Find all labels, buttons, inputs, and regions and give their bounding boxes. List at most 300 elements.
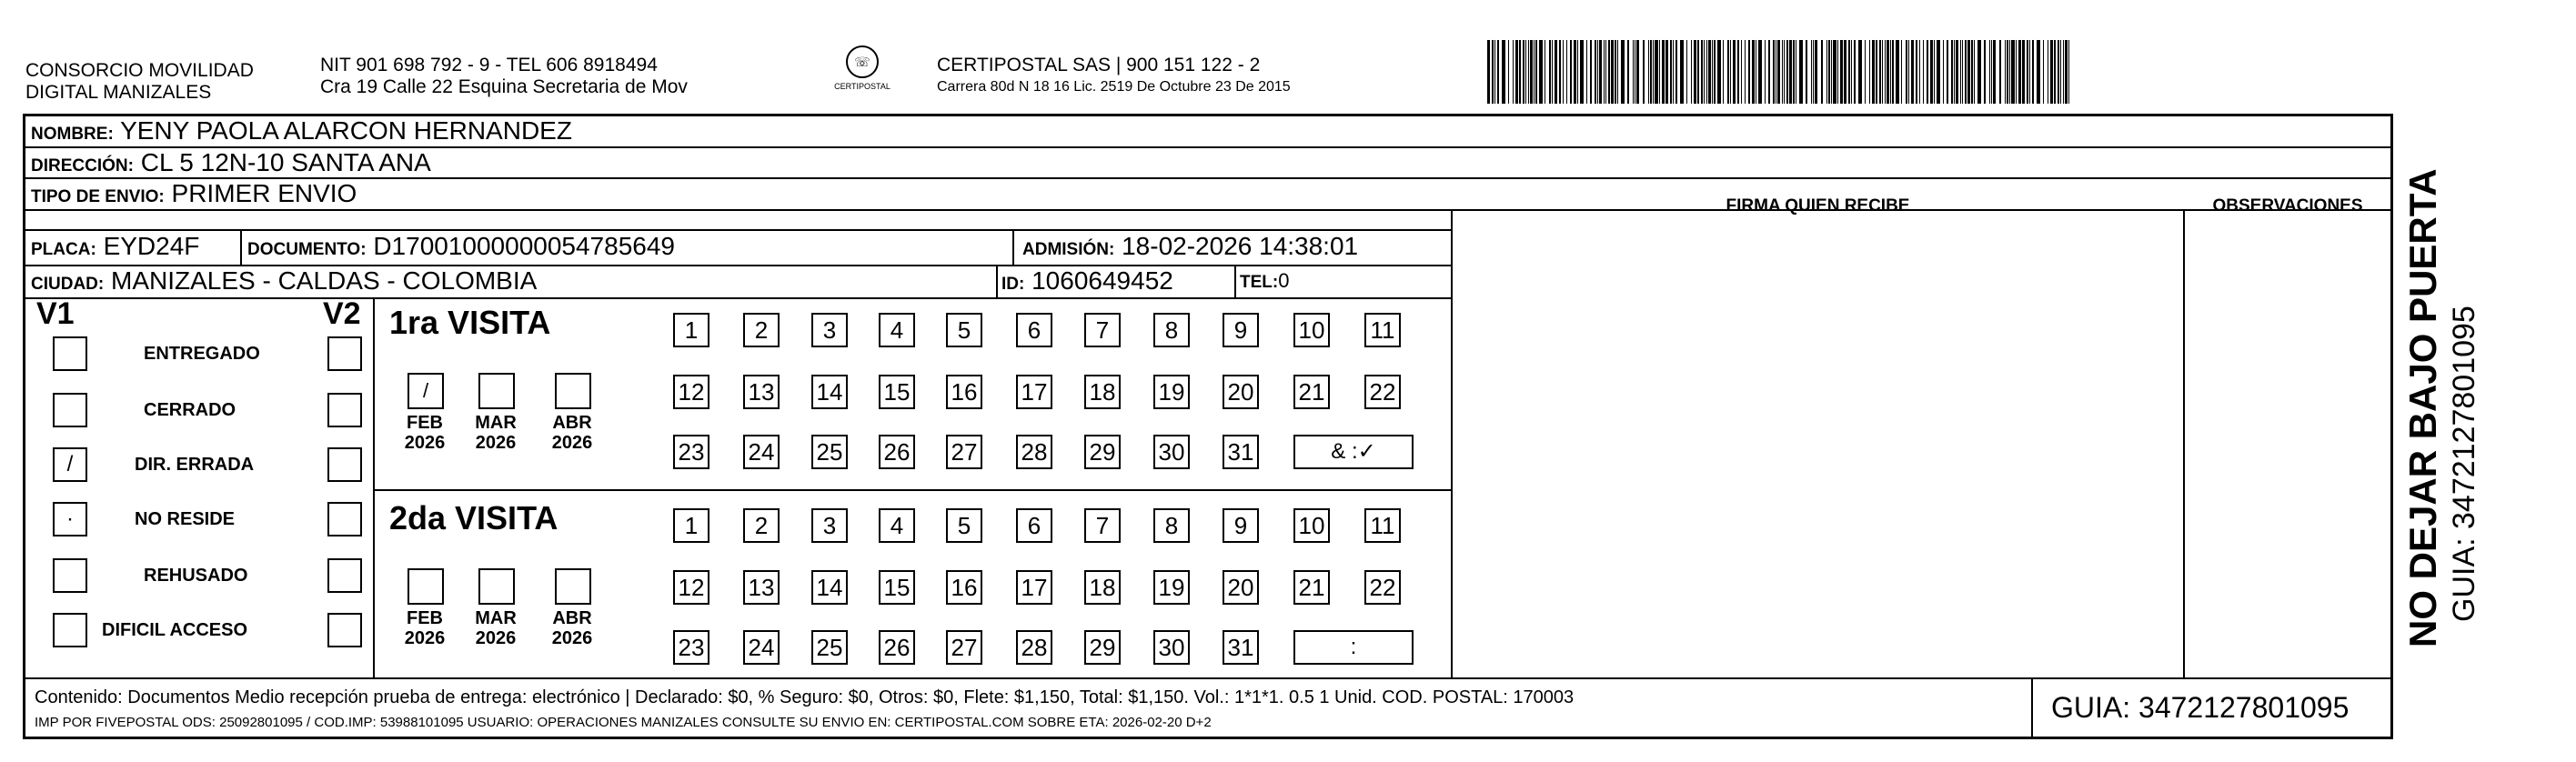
day-20-box[interactable]: 20 [1223, 570, 1259, 605]
day-2-box[interactable]: 2 [743, 508, 780, 543]
barcode-bar [1659, 40, 1660, 104]
month-checkbox[interactable] [555, 568, 591, 605]
ciudad-label: CIUDAD: [31, 275, 105, 294]
v1-checkbox[interactable] [53, 393, 87, 427]
tipo-envio-row [31, 179, 357, 212]
admision-cell [1022, 232, 1358, 265]
barcode-bar [1574, 40, 1576, 104]
barcode-bar [1636, 40, 1639, 104]
barcode-bar [2050, 40, 2053, 104]
barcode-bar [1854, 40, 1856, 104]
barcode-bar [1513, 40, 1514, 104]
barcode-bar [1534, 40, 1535, 104]
month-checkbox[interactable] [555, 373, 591, 409]
barcode-bar [1621, 40, 1625, 104]
barcode-bar [1984, 40, 1986, 104]
barcode-bar [1586, 40, 1587, 104]
print-details: IMP POR FIVEPOSTAL ODS: 25092801095 / COD.IMP: 53988101095 USUARIO: OPERACIONES MANIZALES CONSULTE SU ENVIO EN: CERTIPOSTAL.COM SOBRE ETA: 2026-02-20 D+2 [35, 715, 1212, 730]
barcode-bar [1965, 40, 1967, 104]
barcode-bar [1971, 40, 1973, 104]
status-label: DIR. ERRADA [135, 455, 255, 475]
day-10-box[interactable]: 10 [1293, 313, 1330, 347]
day-16-box[interactable]: 16 [946, 570, 982, 605]
barcode-bar [1991, 40, 1992, 104]
barcode-bar [2037, 40, 2040, 104]
barcode-bar [1633, 40, 1634, 104]
day-18-box[interactable]: 18 [1084, 375, 1121, 409]
placa-label: PLACA: [31, 240, 96, 259]
barcode-bar [1580, 40, 1584, 104]
barcode-bar [1789, 40, 1792, 104]
day-20-box[interactable]: 20 [1223, 375, 1259, 409]
day-8-box[interactable]: 8 [1153, 508, 1190, 543]
admision-value: 18-02-2026 14:38:01 [1122, 232, 1359, 260]
day-6-box[interactable]: 6 [1016, 313, 1052, 347]
barcode-bar [1851, 40, 1852, 104]
visit-title: 1ra VISITA [389, 304, 551, 341]
barcode-bar [1896, 40, 1899, 104]
status-label: CERRADO [144, 400, 236, 420]
barcode-bar [1908, 40, 1909, 104]
day-14-box[interactable]: 14 [811, 570, 848, 605]
month-checkbox[interactable] [478, 373, 515, 409]
barcode-bar [1828, 40, 1830, 104]
day-22-box[interactable]: 22 [1364, 570, 1401, 605]
day-21-box[interactable]: 21 [1293, 375, 1330, 409]
barcode-bar [1539, 40, 1543, 104]
day-23-box[interactable]: 23 [673, 435, 709, 469]
barcode-bar [1566, 40, 1567, 104]
day-17-box[interactable]: 17 [1016, 570, 1052, 605]
day-27-box[interactable]: 27 [946, 630, 982, 665]
v2-header: V2 [323, 296, 361, 331]
day-11-box[interactable]: 11 [1364, 313, 1401, 347]
divider [240, 229, 242, 265]
carrier-license: Carrera 80d N 18 16 Lic. 2519 De Octubre 23 De 2015 [937, 79, 1291, 95]
tel-cell [1240, 266, 1289, 297]
nombre-row [31, 116, 572, 149]
day-4-box[interactable]: 4 [879, 508, 915, 543]
barcode-bar [1590, 40, 1592, 104]
logo-caption: CERTIPOSTAL [834, 82, 891, 91]
barcode-bar [1680, 40, 1684, 104]
barcode-bar [1714, 40, 1716, 104]
ciudad-cell [31, 266, 537, 299]
day-15-box[interactable]: 15 [879, 375, 915, 409]
day-17-box[interactable]: 17 [1016, 375, 1052, 409]
day-27-box[interactable]: 27 [946, 435, 982, 469]
v1-checkbox[interactable] [53, 613, 87, 647]
barcode-bar [2011, 40, 2015, 104]
barcode-bar [1497, 40, 1499, 104]
barcode-bar [1563, 40, 1564, 104]
time-box[interactable]: & :✓ [1293, 435, 1414, 469]
barcode-bar [1515, 40, 1518, 104]
day-12-box[interactable]: 12 [673, 375, 709, 409]
barcode-bar [1741, 40, 1742, 104]
barcode-bar [1947, 40, 1948, 104]
barcode-bar [2068, 40, 2069, 104]
year-label: 2026 [475, 628, 517, 648]
direccion-label: DIRECCIÓN: [31, 156, 134, 175]
v1-header: V1 [36, 296, 75, 331]
day-2-box[interactable]: 2 [743, 313, 780, 347]
barcode-bar [1806, 40, 1807, 104]
day-26-box[interactable]: 26 [879, 630, 915, 665]
day-4-box[interactable]: 4 [879, 313, 915, 347]
documento-label: DOCUMENTO: [247, 240, 367, 259]
barcode-bar [1605, 40, 1606, 104]
barcode-bar [1768, 40, 1770, 104]
barcode-bar [1604, 40, 1605, 104]
barcode-bar [1615, 40, 1616, 104]
barcode-bar [2063, 40, 2064, 104]
barcode-bar [2060, 40, 2061, 104]
barcode-bar [1617, 40, 1618, 104]
barcode-bar [1840, 40, 1843, 104]
divider [1234, 265, 1236, 297]
status-label: REHUSADO [144, 566, 248, 586]
barcode-bar [1892, 40, 1894, 104]
time-box[interactable]: : [1293, 630, 1414, 665]
barcode-bar [1777, 40, 1780, 104]
day-3-box[interactable]: 3 [811, 508, 848, 543]
v2-checkbox[interactable] [327, 502, 362, 536]
day-3-box[interactable]: 3 [811, 313, 848, 347]
day-19-box[interactable]: 19 [1153, 375, 1190, 409]
day-1-box[interactable]: 1 [673, 313, 709, 347]
barcode-bar [1916, 40, 1917, 104]
barcode-bar [1525, 40, 1526, 104]
v2-checkbox[interactable] [327, 336, 362, 371]
barcode-bar [1673, 40, 1674, 104]
documento-cell [247, 232, 675, 265]
observaciones-header: OBSERVACIONES [2212, 196, 2363, 216]
year-label: 2026 [551, 628, 593, 648]
id-label: ID: [1001, 275, 1025, 294]
barcode-bar [1811, 40, 1812, 104]
day-8-box[interactable]: 8 [1153, 313, 1190, 347]
day-12-box[interactable]: 12 [673, 570, 709, 605]
barcode-bar [1927, 40, 1928, 104]
barcode-bar [1993, 40, 1996, 104]
month-label: ABR [552, 413, 592, 433]
barcode-bar [1793, 40, 1795, 104]
company-line-2: DIGITAL MANIZALES [25, 82, 212, 103]
status-label: DIFICIL ACCESO [102, 620, 248, 640]
day-7-box[interactable]: 7 [1084, 313, 1121, 347]
day-9-box[interactable]: 9 [1223, 508, 1259, 543]
divider [1012, 229, 1014, 265]
v2-checkbox[interactable] [327, 447, 362, 482]
v1-checkbox[interactable] [53, 558, 87, 593]
barcode-bar [1848, 40, 1850, 104]
day-7-box[interactable]: 7 [1084, 508, 1121, 543]
barcode-bar [1765, 40, 1766, 104]
barcode-bar [1675, 40, 1677, 104]
barcode-bar [1799, 40, 1803, 104]
barcode-bar [2022, 40, 2025, 104]
barcode-bar [1723, 40, 1724, 104]
day-13-box[interactable]: 13 [743, 570, 780, 605]
barcode-bar [2005, 40, 2006, 104]
year-label: 2026 [551, 433, 593, 453]
barcode-bar [1555, 40, 1557, 104]
v1-checkbox[interactable] [53, 336, 87, 371]
day-11-box[interactable]: 11 [1364, 508, 1401, 543]
barcode-bar [1730, 40, 1731, 104]
tipo-envio-label: TIPO DE ENVIO: [31, 187, 165, 206]
company-name [25, 60, 254, 104]
barcode-bar [1813, 40, 1814, 104]
barcode-bar [1733, 40, 1736, 104]
barcode-bar [1786, 40, 1788, 104]
divider [2031, 677, 2033, 737]
barcode-bar [1890, 40, 1891, 104]
year-label: 2026 [404, 433, 446, 453]
barcode-bar [1784, 40, 1785, 104]
barcode-bar [1530, 40, 1533, 104]
day-6-box[interactable]: 6 [1016, 508, 1052, 543]
barcode-bar [1528, 40, 1529, 104]
barcode-bar [1686, 40, 1687, 104]
barcode-bar [2016, 40, 2017, 104]
barcode-bar [1782, 40, 1783, 104]
barcode-bar [1519, 40, 1521, 104]
barcode-bar [2018, 40, 2021, 104]
barcode-bar [1655, 40, 1658, 104]
barcode-bar [1977, 40, 1981, 104]
day-1-box[interactable]: 1 [673, 508, 709, 543]
day-15-box[interactable]: 15 [879, 570, 915, 605]
barcode-bar [2029, 40, 2030, 104]
barcode-bar [1704, 40, 1705, 104]
barcode-bar [1815, 40, 1817, 104]
tel-label: TEL: [1240, 273, 1279, 292]
barcode-bar [1648, 40, 1649, 104]
visit-title: 2da VISITA [389, 499, 558, 536]
placa-cell [31, 232, 199, 265]
day-26-box[interactable]: 26 [879, 435, 915, 469]
barcode-bar [1844, 40, 1846, 104]
nit-line: NIT 901 698 792 - 9 - TEL 606 8918494 [320, 55, 658, 75]
barcode-bar [1885, 40, 1886, 104]
v1-checkbox[interactable]: · [53, 502, 87, 536]
day-5-box[interactable]: 5 [946, 313, 982, 347]
barcode-bar [1951, 40, 1953, 104]
placa-value: EYD24F [103, 232, 200, 260]
nombre-value: YENY PAOLA ALARCON HERNANDEZ [120, 116, 572, 145]
barcode-bar [2027, 40, 2028, 104]
barcode-bar [1937, 40, 1940, 104]
admision-label: ADMISIÓN: [1022, 240, 1115, 259]
logo-icon: ☏ [846, 45, 879, 78]
barcode-bar [1708, 40, 1711, 104]
id-cell [1001, 266, 1173, 299]
address-line: Cra 19 Calle 22 Esquina Secretaria de Mov [320, 76, 688, 97]
barcode-bar [1962, 40, 1963, 104]
barcode-bar [1869, 40, 1870, 104]
barcode-bar [1727, 40, 1729, 104]
barcode-bar [1697, 40, 1699, 104]
barcode-bar [1956, 40, 1958, 104]
barcode-bar [1611, 40, 1614, 104]
day-21-box[interactable]: 21 [1293, 570, 1330, 605]
barcode-bar [1643, 40, 1645, 104]
barcode-bar [1745, 40, 1746, 104]
barcode-bar [1487, 40, 1490, 104]
barcode-bar [1662, 40, 1665, 104]
year-label: 2026 [475, 433, 517, 453]
barcode-bar [1930, 40, 1933, 104]
barcode-bar [1717, 40, 1721, 104]
v2-checkbox[interactable] [327, 393, 362, 427]
barcode-bar [1934, 40, 1935, 104]
company-contact [320, 55, 688, 98]
day-30-box[interactable]: 30 [1153, 435, 1190, 469]
barcode-bar [1833, 40, 1836, 104]
barcode-bar [1523, 40, 1524, 104]
month-label: FEB [407, 413, 443, 433]
barcode-bar [1706, 40, 1707, 104]
id-value: 1060649452 [1031, 266, 1173, 295]
day-18-box[interactable]: 18 [1084, 570, 1121, 605]
barcode-bar [1670, 40, 1672, 104]
barcode-bar [1577, 40, 1578, 104]
day-29-box[interactable]: 29 [1084, 630, 1121, 665]
company-line-1: CONSORCIO MOVILIDAD [25, 60, 254, 81]
day-14-box[interactable]: 14 [811, 375, 848, 409]
month-checkbox[interactable] [408, 568, 444, 605]
barcode-bar [1872, 40, 1875, 104]
tipo-envio-value: PRIMER ENVIO [171, 179, 357, 207]
barcode-bar [1974, 40, 1975, 104]
side-guia: GUIA: 3472127801095 [2447, 306, 2481, 622]
barcode-bar [1650, 40, 1652, 104]
barcode-bar [1989, 40, 1990, 104]
barcode-bar [1876, 40, 1877, 104]
day-24-box[interactable]: 24 [743, 630, 780, 665]
barcode-bar [1599, 40, 1602, 104]
barcode-bar [1882, 40, 1883, 104]
barcode-bar [1701, 40, 1703, 104]
barcode-bar [1837, 40, 1838, 104]
barcode-bar [1954, 40, 1955, 104]
day-28-box[interactable]: 28 [1016, 630, 1052, 665]
direccion-value: CL 5 12N-10 SANTA ANA [140, 148, 431, 176]
barcode-bar [1821, 40, 1823, 104]
no-dejar-warning: NO DEJAR BAJO PUERTA [2401, 168, 2444, 647]
barcode-bar [1570, 40, 1572, 104]
content-details: Contenido: Documentos Medio recepción prueba de entrega: electrónico | Declarado: $0, % Seguro: $0, Otros: $0, Flete: $1,150, Total: $1,150. Vol.: 1*1*1. 0.5 1 Unid. COD. POSTAL: 170003 [35, 687, 1575, 707]
barcode-bar [1906, 40, 1907, 104]
day-24-box[interactable]: 24 [743, 435, 780, 469]
day-25-box[interactable]: 25 [811, 630, 848, 665]
month-label: ABR [552, 608, 592, 628]
v2-checkbox[interactable] [327, 613, 362, 647]
barcode-bar [1887, 40, 1889, 104]
barcode-bar [1712, 40, 1713, 104]
barcode-bar [2054, 40, 2056, 104]
day-31-box[interactable]: 31 [1223, 630, 1259, 665]
day-13-box[interactable]: 13 [743, 375, 780, 409]
day-19-box[interactable]: 19 [1153, 570, 1190, 605]
barcode-bar [1549, 40, 1551, 104]
barcode-bar [1597, 40, 1598, 104]
divider [2183, 209, 2185, 677]
barcode-bar [1943, 40, 1944, 104]
barcode-bar [1758, 40, 1762, 104]
barcode-bar [1559, 40, 1561, 104]
barcode-bar [1492, 40, 1494, 104]
month-label: FEB [407, 608, 443, 628]
barcode-bar [1494, 40, 1495, 104]
month-checkbox[interactable]: / [408, 373, 444, 409]
month-checkbox[interactable] [478, 568, 515, 605]
firma-header: FIRMA QUIEN RECIBE [1726, 196, 1910, 216]
day-22-box[interactable]: 22 [1364, 375, 1401, 409]
barcode-bar [2043, 40, 2044, 104]
barcode-bar [1608, 40, 1610, 104]
carrier-info [937, 55, 1291, 98]
day-16-box[interactable]: 16 [946, 375, 982, 409]
day-9-box[interactable]: 9 [1223, 313, 1259, 347]
barcode-bar [1752, 40, 1755, 104]
barcode-bar [1858, 40, 1862, 104]
day-28-box[interactable]: 28 [1016, 435, 1052, 469]
barcode-bar [1665, 40, 1668, 104]
barcode-bar [1826, 40, 1827, 104]
day-29-box[interactable]: 29 [1084, 435, 1121, 469]
barcode-bar [1919, 40, 1920, 104]
barcode-bar [1691, 40, 1692, 104]
barcode-bar [2009, 40, 2010, 104]
v1-checkbox[interactable]: / [53, 447, 87, 482]
day-30-box[interactable]: 30 [1153, 630, 1190, 665]
barcode-bar [1879, 40, 1881, 104]
divider [25, 677, 2390, 679]
barcode-bar [1595, 40, 1596, 104]
ciudad-value: MANIZALES - CALDAS - COLOMBIA [111, 266, 538, 295]
barcode-bar [2058, 40, 2059, 104]
status-label: ENTREGADO [144, 344, 260, 364]
divider [373, 489, 1451, 491]
nombre-label: NOMBRE: [31, 125, 114, 144]
day-31-box[interactable]: 31 [1223, 435, 1259, 469]
barcode-bar [1923, 40, 1924, 104]
day-25-box[interactable]: 25 [811, 435, 848, 469]
guia-number: GUIA: 3472127801095 [2051, 691, 2350, 724]
documento-value: D17001000000054785649 [373, 232, 675, 260]
barcode-bar [1999, 40, 2001, 104]
barcode-bar [1967, 40, 1970, 104]
month-label: MAR [475, 413, 517, 433]
barcode-bar [1831, 40, 1832, 104]
barcode-bar [1960, 40, 1961, 104]
v2-checkbox[interactable] [327, 558, 362, 593]
barcode-bar [1737, 40, 1739, 104]
barcode-bar [1653, 40, 1654, 104]
day-10-box[interactable]: 10 [1293, 508, 1330, 543]
barcode-bar [1901, 40, 1902, 104]
divider [1451, 209, 1453, 677]
day-23-box[interactable]: 23 [673, 630, 709, 665]
direccion-row [31, 148, 431, 181]
barcode-bar [1748, 40, 1750, 104]
barcode-bar [1865, 40, 1866, 104]
day-5-box[interactable]: 5 [946, 508, 982, 543]
certipostal-logo [830, 45, 895, 104]
